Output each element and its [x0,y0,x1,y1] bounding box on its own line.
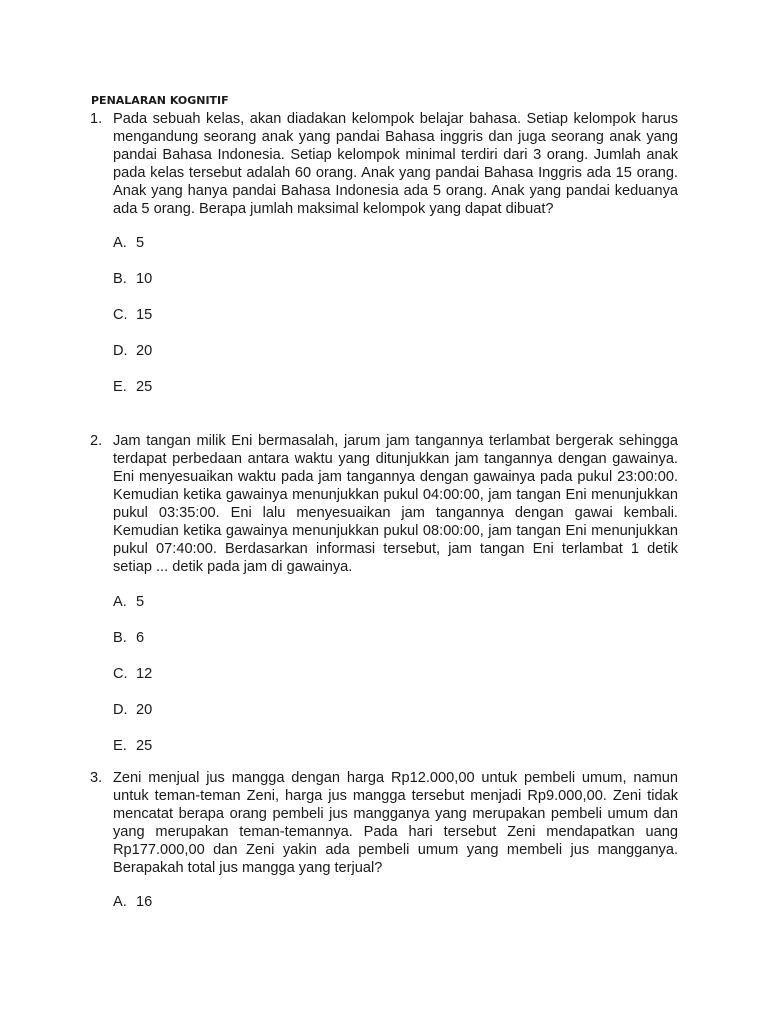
option-value: 5 [136,235,145,251]
question-number: 2. [90,433,103,449]
option-a [113,893,678,929]
question-2 [90,432,678,773]
option-value: 20 [136,702,153,718]
option-d [113,342,678,378]
question-1 [90,110,678,414]
options-list [113,893,678,929]
option-letter: D. [113,343,128,359]
option-e [113,737,678,773]
question-text: Zeni menjual jus mangga dengan harga Rp12.000,00 untuk pembeli umum, namun untuk teman-teman Zeni, harga jus mangga tersebut menjadi Rp9.000,00. Zeni tidak mencatat berapa orang pembeli jus mangganya yang merupakan pembeli umum dan yang merupakan teman-temannya. Pada hari tersebut Zeni mendapatkan uang Rp177.000,00 dan Zeni yakin ada pembeli umum yang membeli jus mangganya. Berapakah total jus mangga yang terjual? [113,770,678,876]
option-c [113,665,678,701]
question-text: Jam tangan milik Eni bermasalah, jarum jam tangannya terlambat bergerak sehingga terdapat perbedaan antara waktu yang ditunjukkan jam tangannya dengan gawainya. Eni menyesuaikan waktu pada jam tangannya dengan gawainya pada pukul 23:00:00. Kemudian ketika gawainya menunjukkan pukul 04:00:00, jam tangan Eni menunjukkan pukul 03:35:00. Eni lalu menyesuaikan jam tangannya dengan gawai kembali. Kemudian ketika gawainya menunjukkan pukul 08:00:00, jam tangan Eni menunjukkan pukul 07:40:00. Berdasarkan informasi tersebut, jam tangan Eni terlambat 1 detik setiap ... detik pada jam di gawainya. [113,433,678,575]
option-value: 25 [136,379,153,395]
option-a [113,593,678,629]
option-a [113,234,678,270]
option-letter: C. [113,666,128,682]
option-value: 12 [136,666,153,682]
option-letter: C. [113,307,128,323]
option-d [113,701,678,737]
option-value: 16 [136,894,153,910]
option-value: 10 [136,271,153,287]
option-letter: A. [113,235,127,251]
options-list [113,593,678,773]
option-b [113,629,678,665]
question-number: 3. [90,770,103,786]
question-3 [90,769,678,929]
option-letter: D. [113,702,128,718]
option-value: 5 [136,594,145,610]
option-letter: A. [113,894,127,910]
question-text: Pada sebuah kelas, akan diadakan kelompok belajar bahasa. Setiap kelompok harus mengandung seorang anak yang pandai Bahasa inggris dan juga seorang anak yang pandai Bahasa Indonesia. Setiap kelompok minimal terdiri dari 3 orang. Jumlah anak pada kelas tersebut adalah 60 orang. Anak yang pandai Bahasa Inggris ada 15 orang. Anak yang hanya pandai Bahasa Indonesia ada 5 orang. Anak yang pandai keduanya ada 5 orang. Berapa jumlah maksimal kelompok yang dapat dibuat? [113,111,678,217]
option-value: 6 [136,630,145,646]
option-value: 15 [136,307,153,323]
option-e [113,378,678,414]
option-value: 25 [136,738,153,754]
option-letter: E. [113,738,127,754]
question-number: 1. [90,111,103,127]
option-letter: E. [113,379,127,395]
option-b [113,270,678,306]
option-value: 20 [136,343,153,359]
option-letter: B. [113,271,127,287]
options-list [113,234,678,414]
option-letter: B. [113,630,127,646]
option-letter: A. [113,594,127,610]
option-c [113,306,678,342]
page-title: PENALARAN KOGNITIF [91,94,229,107]
